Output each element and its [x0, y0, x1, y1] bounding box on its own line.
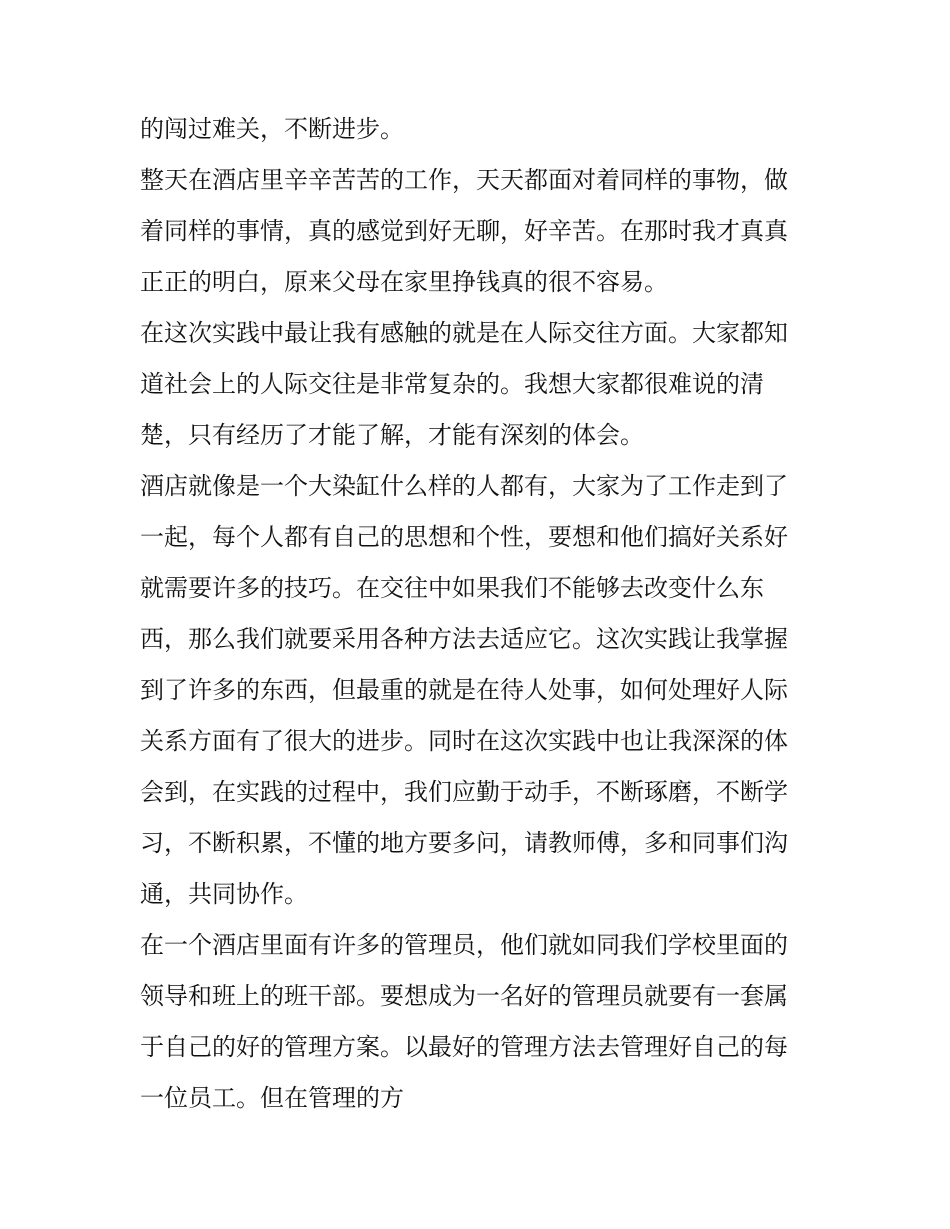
text-line: 的闯过难关，不断进步。 — [140, 115, 404, 143]
text-line: 到了许多的东西，但最重的就是在待人处事，如何处理好人际 — [140, 676, 788, 704]
text-line: 在这次实践中最让我有感触的就是在人际交往方面。大家都知 — [140, 319, 788, 347]
text-line: 道社会上的人际交往是非常复杂的。我想大家都很难说的清 — [140, 370, 764, 398]
text-line: 领导和班上的班干部。要想成为一名好的管理员就要有一套属 — [140, 982, 788, 1010]
text-line: 习，不断积累，不懂的地方要多问，请教师傅，多和同事们沟 — [140, 829, 788, 857]
text-line: 西，那么我们就要采用各种方法去适应它。这次实践让我掌握 — [140, 625, 788, 653]
text-line: 于自己的好的管理方案。以最好的管理方法去管理好自己的每 — [140, 1033, 788, 1061]
text-line: 整天在酒店里辛辛苦苦的工作，天天都面对着同样的事物，做 — [140, 166, 788, 194]
text-line: 一起，每个人都有自己的思想和个性，要想和他们搞好关系好 — [140, 523, 788, 551]
text-line: 酒店就像是一个大染缸什么样的人都有，大家为了工作走到了 — [140, 472, 788, 500]
text-line: 通，共同协作。 — [140, 880, 308, 908]
text-line: 一位员工。但在管理的方 — [140, 1084, 404, 1112]
text-line: 正正的明白，原来父母在家里挣钱真的很不容易。 — [140, 268, 668, 296]
text-line: 着同样的事情，真的感觉到好无聊，好辛苦。在那时我才真真 — [140, 217, 788, 245]
text-line: 楚，只有经历了才能了解，才能有深刻的体会。 — [140, 421, 644, 449]
text-line: 关系方面有了很大的进步。同时在这次实践中也让我深深的体 — [140, 727, 788, 755]
text-line: 就需要许多的技巧。在交往中如果我们不能够去改变什么东 — [140, 574, 764, 602]
body-text — [140, 104, 820, 1124]
text-line: 会到，在实践的过程中，我们应勤于动手，不断琢磨，不断学 — [140, 778, 788, 806]
text-line: 在一个酒店里面有许多的管理员，他们就如同我们学校里面的 — [140, 931, 788, 959]
